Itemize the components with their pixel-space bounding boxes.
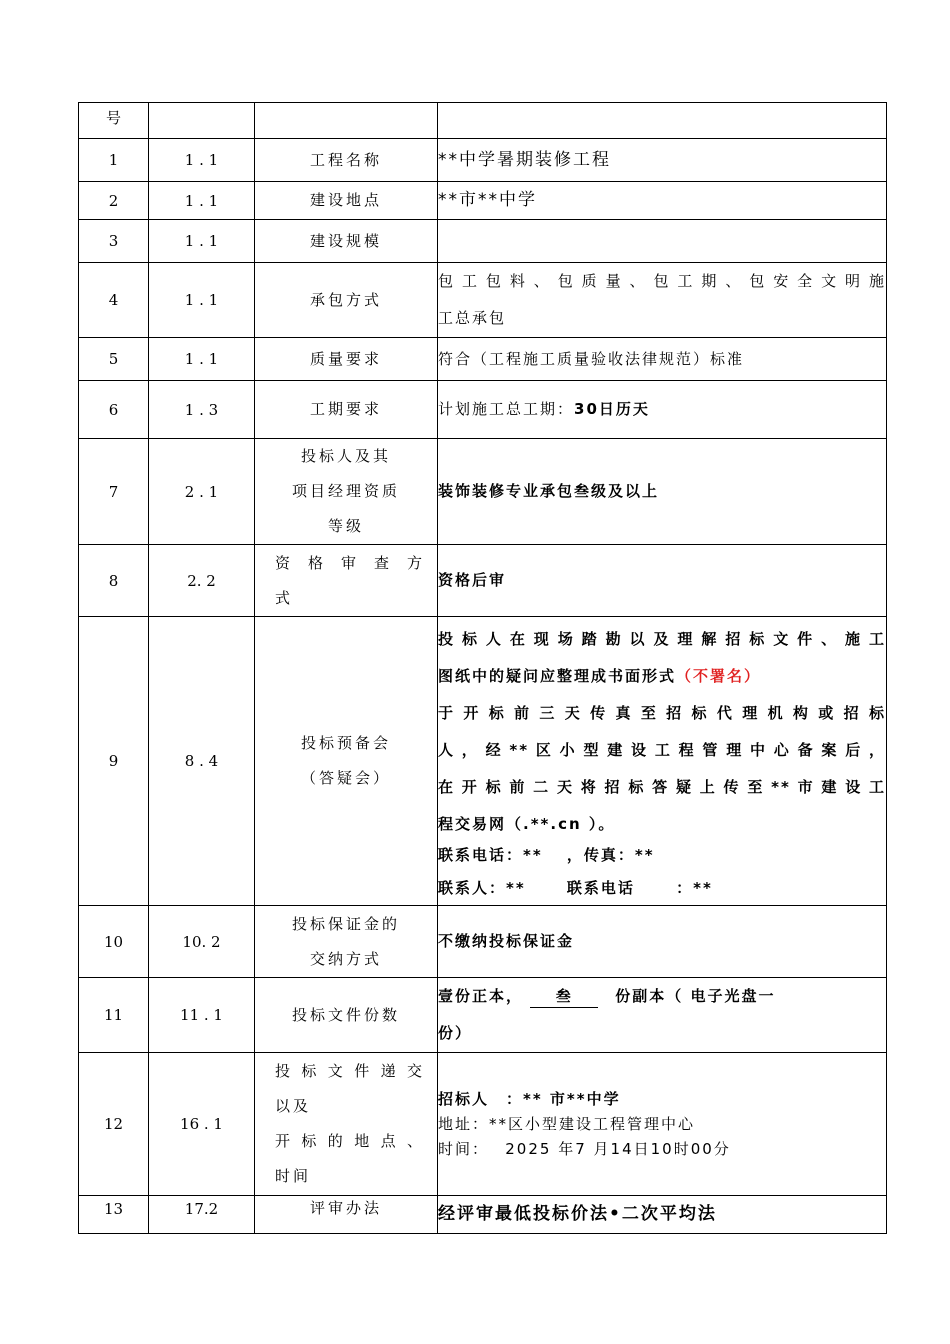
name-line: 项目经理资质: [291, 482, 400, 500]
item-name: 承包方式: [255, 263, 438, 338]
row-number: 10: [79, 906, 149, 978]
row-number: 13: [79, 1196, 149, 1234]
clause-number: 10. 2: [149, 906, 255, 978]
item-name: [255, 617, 438, 906]
clause-number: 2 . 1: [149, 439, 255, 545]
item-value: **市**中学: [438, 182, 887, 220]
item-name: [255, 906, 438, 978]
table-row: [79, 103, 887, 139]
clause-number: 8 . 4: [149, 617, 255, 906]
table-row: [79, 906, 887, 978]
item-value: [438, 978, 887, 1053]
row-number: 7: [79, 439, 149, 545]
table-row: [79, 220, 887, 263]
item-value: [438, 617, 887, 906]
item-name: [255, 439, 438, 545]
row-number: 5: [79, 338, 149, 381]
name-line: 时间: [275, 1167, 312, 1185]
row-number: 12: [79, 1053, 149, 1196]
value-line: 联系人：** 联系电话 ：**: [438, 879, 713, 897]
item-name: 投标文件份数: [255, 978, 438, 1053]
row-number: 9: [79, 617, 149, 906]
table-row: [79, 1053, 887, 1196]
value-part: 份）: [438, 1024, 473, 1042]
clause-number: 1 . 3: [149, 381, 255, 439]
value-line: 人，经**区小型建设工程管理中心备案后，: [438, 741, 886, 759]
clause-number: 2. 2: [149, 545, 255, 617]
item-value: [438, 1053, 887, 1196]
table-row: [79, 338, 887, 381]
item-value: 符合（工程施工质量验收法律规范）标准: [438, 338, 887, 381]
item-name: 建设规模: [255, 220, 438, 263]
row-number: 6: [79, 381, 149, 439]
table-row: [79, 381, 887, 439]
value-line: 时间： 2025 年7 月14日10时00分: [438, 1139, 731, 1158]
name-line: 资 格 审 查 方: [275, 553, 425, 572]
clause-number: 1 . 1: [149, 182, 255, 220]
item-value: 不缴纳投标保证金: [438, 906, 887, 978]
clause-number: 16 . 1: [149, 1053, 255, 1196]
name-line: 交纳方式: [309, 949, 382, 968]
clause-number: 1 . 1: [149, 220, 255, 263]
item-name: [255, 545, 438, 617]
table-row: [79, 263, 887, 338]
table-row: [79, 139, 887, 182]
item-value: **中学暑期装修工程: [438, 139, 887, 182]
table-row: [79, 978, 887, 1053]
value-line: 招标人 ：** 市**中学: [438, 1089, 621, 1108]
value-red-note: （不署名）: [676, 667, 762, 685]
value-line: 联系电话：** ，传真：**: [438, 846, 655, 864]
item-value: 装饰装修专业承包叁级及以上: [438, 439, 887, 545]
table-row: [79, 1196, 887, 1234]
table-row: [79, 439, 887, 545]
row-number: 1: [79, 139, 149, 182]
table-row: [79, 545, 887, 617]
data-sheet-table: [78, 102, 887, 1234]
value-line: 在开标前二天将招标答疑上传至**市建设工: [438, 778, 886, 796]
value-line: 投标人在现场踏勘以及理解招标文件、施工: [438, 630, 886, 648]
name-line: 等级: [327, 517, 364, 535]
value-line: 图纸中的疑问应整理成书面形式: [438, 667, 677, 685]
name-line: 开 标 的 地 点 、: [275, 1132, 425, 1150]
value-part: 壹份正本，: [438, 987, 524, 1005]
row-number: 3: [79, 220, 149, 263]
row-number: 号: [79, 103, 149, 139]
row-number: 4: [79, 263, 149, 338]
name-line: 式: [275, 588, 294, 607]
value-line: 工总承包: [438, 309, 507, 327]
row-number: 2: [79, 182, 149, 220]
item-value: 资格后审: [438, 545, 887, 617]
clause-number: 1 . 1: [149, 139, 255, 182]
item-name: 建设地点: [255, 182, 438, 220]
item-value: [438, 220, 887, 263]
item-value: 经评审最低投标价法•二次平均法: [438, 1196, 887, 1234]
value-line: 地址：**区小型建设工程管理中心: [438, 1114, 696, 1133]
item-value: [438, 381, 887, 439]
table-row: [79, 182, 887, 220]
value-line: 包工包料、包质量、包工期、包安全文明施: [438, 272, 886, 290]
item-name: 工期要求: [255, 381, 438, 439]
clause-number: 17.2: [149, 1196, 255, 1234]
value-part: 份副本（ 电子光盘一: [615, 987, 776, 1005]
item-name: 质量要求: [255, 338, 438, 381]
name-line: （答疑会）: [300, 769, 391, 787]
clause-number: 11 . 1: [149, 978, 255, 1053]
name-line: 投标预备会: [300, 734, 391, 752]
value-bold: 30日历天: [574, 400, 650, 418]
clause-number: 1 . 1: [149, 338, 255, 381]
row-number: 11: [79, 978, 149, 1053]
name-line: 投 标 文 件 递 交: [275, 1062, 425, 1080]
item-value: [438, 263, 887, 338]
value-line: 于开标前三天传真至招标代理机构或招标: [438, 704, 886, 722]
table-row: [79, 617, 887, 906]
name-line: 投标人及其: [300, 447, 391, 465]
name-line: 以及: [275, 1097, 312, 1115]
row-number: 8: [79, 545, 149, 617]
item-name: 评审办法: [255, 1196, 438, 1234]
clause-number: 1 . 1: [149, 263, 255, 338]
name-line: 投标保证金的: [291, 914, 400, 933]
value-prefix: 计划施工总工期：: [438, 400, 575, 418]
underlined-count: 叁: [530, 985, 598, 1008]
item-name: 工程名称: [255, 139, 438, 182]
item-name: [255, 1053, 438, 1196]
value-line: 程交易网（.**.cn ）。: [438, 815, 616, 833]
